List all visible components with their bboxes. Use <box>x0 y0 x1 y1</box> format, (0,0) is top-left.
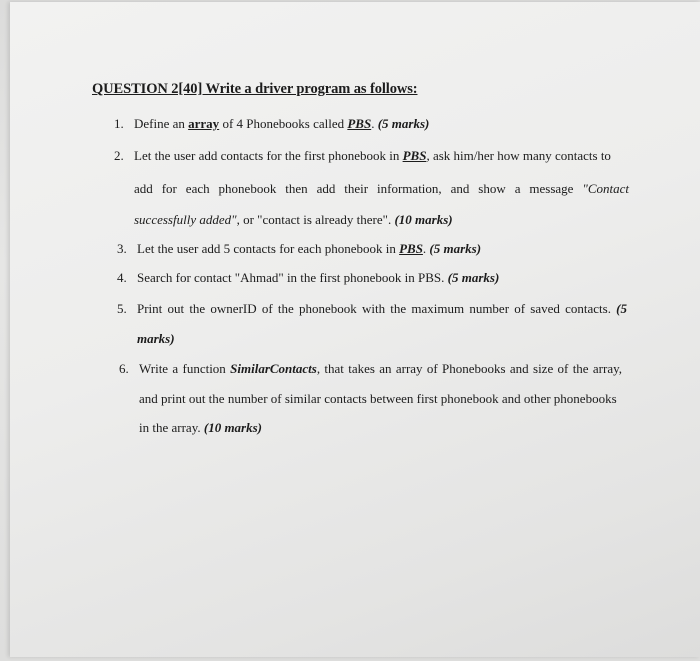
item-2-line-3 <box>134 212 453 228</box>
item-4-marks: (5 marks) <box>447 270 500 285</box>
item-1-marks: (5 marks) <box>377 116 430 131</box>
item-2-number: 2. <box>114 148 124 163</box>
item-1-text-b: of 4 Phonebooks called <box>219 116 348 131</box>
item-2-line-2 <box>134 181 629 197</box>
item-6-line-3 <box>139 420 262 436</box>
item-4-number: 4. <box>117 270 127 285</box>
item-2-line-2-a: add for each phonebook then add their information, and show a message <box>134 181 583 196</box>
item-1-array: array <box>188 116 220 131</box>
item-3-number: 3. <box>117 241 127 256</box>
item-3-text <box>137 241 481 257</box>
item-1-text <box>134 116 429 132</box>
item-2-pbs: PBS <box>402 148 427 163</box>
item-2-line-1 <box>134 148 611 164</box>
item-5-line-1 <box>137 301 627 317</box>
item-3-pbs: PBS <box>399 241 423 256</box>
item-1-text-a: Define an <box>134 116 189 131</box>
item-1-text-c: . <box>371 116 378 131</box>
item-2-line-2-b: "Contact <box>582 181 629 196</box>
item-2-marks: (10 marks) <box>394 212 453 227</box>
item-4-text <box>137 270 499 286</box>
item-6-line-1 <box>139 361 622 377</box>
item-6-line-3-a: in the array. <box>139 420 204 435</box>
item-6-number: 6. <box>119 361 129 376</box>
item-5-number: 5. <box>117 301 127 316</box>
item-6-function-name: SimilarContacts <box>230 361 317 376</box>
item-5-marks-b: marks) <box>137 331 175 346</box>
item-6-marks: (10 marks) <box>203 420 262 435</box>
question-heading: QUESTION 2[40] Write a driver program as follows: <box>92 81 418 97</box>
item-2-line-1-a: Let the user add contacts for the first phonebook in <box>134 148 403 163</box>
item-1-pbs: PBS <box>347 116 372 131</box>
item-6-line-1-a: Write a function <box>139 361 231 376</box>
item-1-number: 1. <box>114 116 124 131</box>
item-5-line-2 <box>137 331 175 347</box>
item-2-line-3-b: , or "contact is already there". <box>236 212 395 227</box>
item-2-line-1-b: , ask him/her how many contacts to <box>426 148 611 163</box>
item-4-text-a: Search for contact "Ahmad" in the first phonebook in PBS. <box>137 270 448 285</box>
item-6-line-2: and print out the number of similar contacts between first phonebook and other phonebooks <box>139 391 617 406</box>
item-3-marks: (5 marks) <box>429 241 482 256</box>
item-5-line-1-a: Print out the ownerID of the phonebook with the maximum number of saved contacts. <box>137 301 617 316</box>
item-6-line-1-b: , that takes an array of Phonebooks and size of the array, <box>316 361 622 376</box>
item-2-line-3-a: successfully added" <box>134 212 237 227</box>
item-5-marks-a: (5 <box>616 301 627 316</box>
item-3-text-a: Let the user add 5 contacts for each phonebook in <box>137 241 400 256</box>
item-3-text-b: . <box>422 241 430 256</box>
